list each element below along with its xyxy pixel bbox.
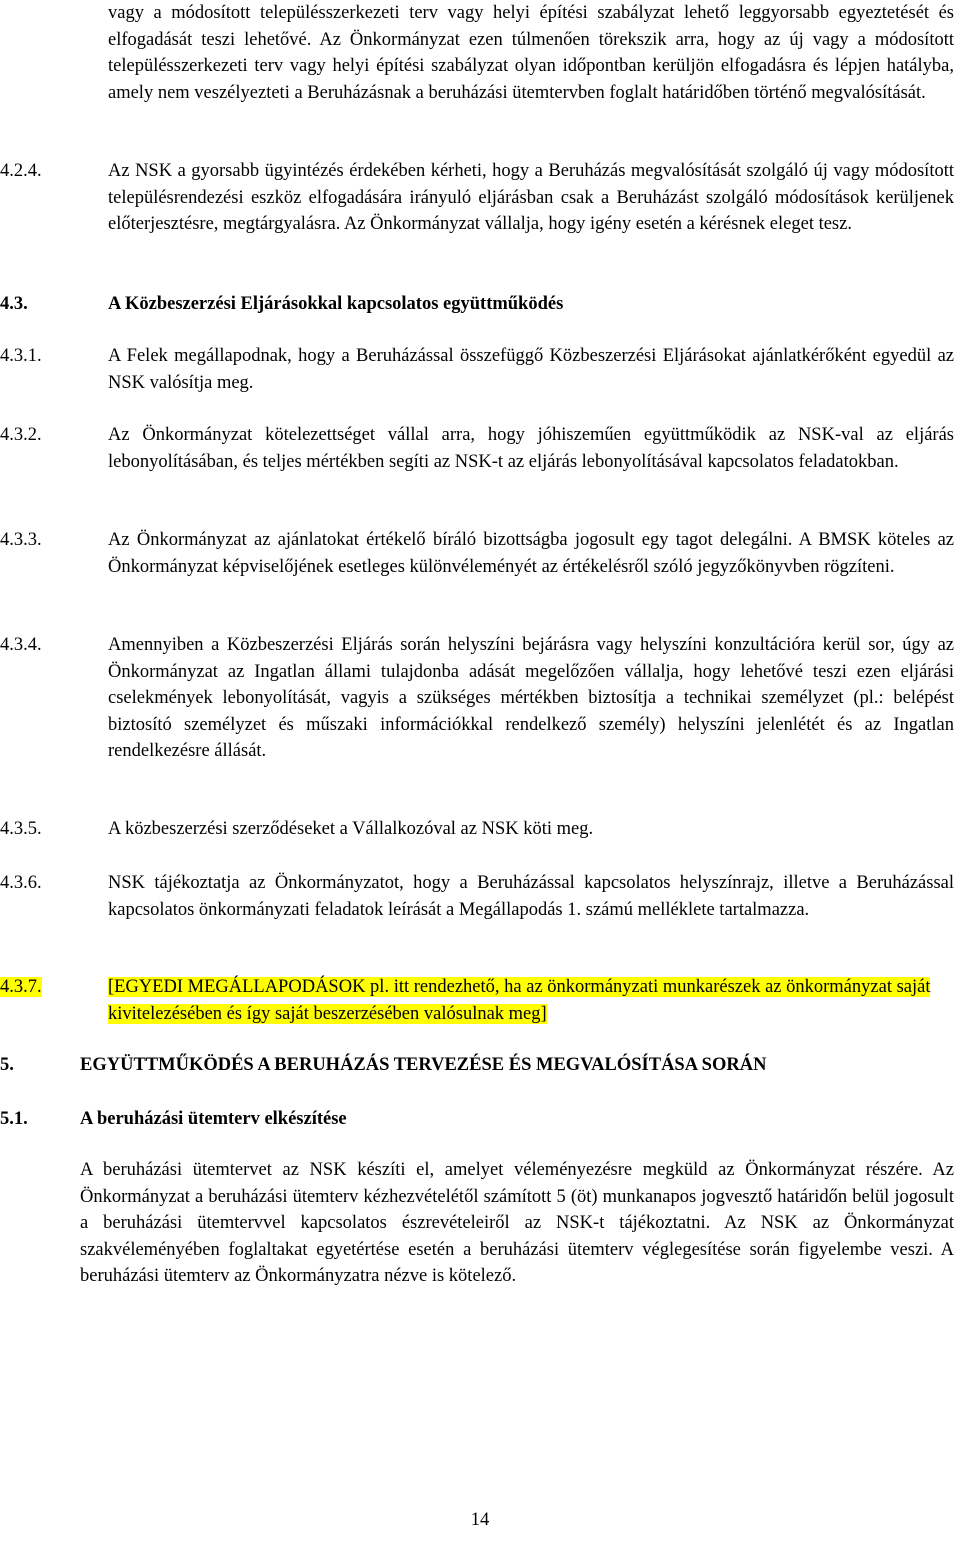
heading-number: 5. [0,1055,14,1075]
section-number [0,974,42,1001]
section-number: 4.3.6. [0,873,42,893]
section-number: 4.3.4. [0,635,42,655]
intro-paragraph: vagy a módosított településszerkezeti terv vagy helyi építési szabályzat lehető leggyorsabb egyeztetését és elfogadását teszi lehetővé. Az Önkormányzat ezen túlmenően törekszik arra, hogy az új vagy a módosított településszerkezeti terv vagy helyi építési szabályzat olyan időpontban kerüljön elfogadásra és lépjen hatályba, amely nem veszélyezteti a Beruházásnak a beruházási ütemtervben foglalt határidőben történő megvalósítását. [108,3,954,103]
section-number: 4.3.2. [0,425,42,445]
section-number: 4.3.1. [0,346,42,366]
heading-number: 5.1. [0,1109,28,1129]
section-text: A közbeszerzési szerződéseket a Vállalkozóval az NSK köti meg. [108,819,594,839]
highlighted-text: [EGYEDI MEGÁLLAPODÁSOK pl. itt rendezhető, ha az önkormányzati munkarészek az önkormányzat saját kivitelezésében és így saját beszerzésében valósulnak meg] [108,977,931,1024]
heading-number: 4.3. [0,294,28,314]
section-text: Az NSK a gyorsabb ügyintézés érdekében kérheti, hogy a Beruházás megvalósítását szolgáló új vagy módosított településrendezési eszköz elfogadására irányuló eljárásban csak a Beruházást szolgáló módosítások kerüljenek előterjesztésre, megtárgyalásra. Az Önkormányzat vállalja, hogy igény esetén a kérésnek eleget tesz. [108,161,954,235]
page-number: 14 [470,1510,490,1530]
closing-paragraph: A beruházási ütemtervet az NSK készíti el, amelyet véleményezésre megküld az Önkormányzat részére. Az Önkormányzat a beruházási ütemterv kézhezvételétől számított 5 (öt) munkanapos jogvesztő határidőn belül jogosult a beruházási ütemtervvel kapcsolatos észrevételeiről az NSK-t tájékoztatni. Az NSK az Önkormányzat szakvéleményében foglaltakat egyetértése esetén a beruházási ütemterv véglegesítése során figyelembe veszi. A beruházási ütemterv az Önkormányzatra nézve is kötelező. [80,1160,954,1287]
heading-title: EGYÜTTMŰKÖDÉS A BERUHÁZÁS TERVEZÉSE ÉS MEGVALÓSÍTÁSA SORÁN [80,1055,767,1075]
section-text: A Felek megállapodnak, hogy a Beruházással összefüggő Közbeszerzési Eljárásokat ajánlatkérőként egyedül az NSK valósítja meg. [108,346,954,393]
heading-title: A beruházási ütemterv elkészítése [80,1109,347,1129]
section-number: 4.3.5. [0,819,42,839]
highlighted-number: 4.3.7. [0,977,42,997]
section-number: 4.2.4. [0,161,42,181]
section-text: Az Önkormányzat kötelezettséget vállal arra, hogy jóhiszeműen együttműködik az NSK-val az eljárás lebonyolításában, és teljes mértékben segíti az NSK-t az eljárás lebonyolításával kapcsolatos feladatokban. [108,425,954,472]
heading-title: A Közbeszerzési Eljárásokkal kapcsolatos együttműködés [108,294,564,314]
section-text: Az Önkormányzat az ajánlatokat értékelő bíráló bizottságba jogosult egy tagot delegálni. A BMSK köteles az Önkormányzat képviselőjének esetleges különvéleményét az értékelésről szóló jegyzőkönyvben rögzíteni. [108,530,954,577]
section-text: Amennyiben a Közbeszerzési Eljárás során helyszíni bejárásra vagy helyszíni konzultációra kerül sor, úgy az Önkormányzat az Ingatlan állami tulajdonba adását megelőzően vállalja, hogy lehetővé teszi ezen eljárási cselekmények lebonyolítását, vagyis a szükséges mértékben biztosítja a technikai személyzet (pl.: belépést biztosító személyzet és műszaki információkkal rendelkező személy) helyszíni jelenlétét és az Ingatlan rendelkezésre állását. [108,635,954,762]
section-text [108,974,954,1027]
section-number: 4.3.3. [0,530,42,550]
section-text: NSK tájékoztatja az Önkormányzatot, hogy a Beruházással kapcsolatos helyszínrajz, illetve a Beruházással kapcsolatos önkormányzati feladatok leírását a Megállapodás 1. számú melléklete tartalmazza. [108,873,954,920]
